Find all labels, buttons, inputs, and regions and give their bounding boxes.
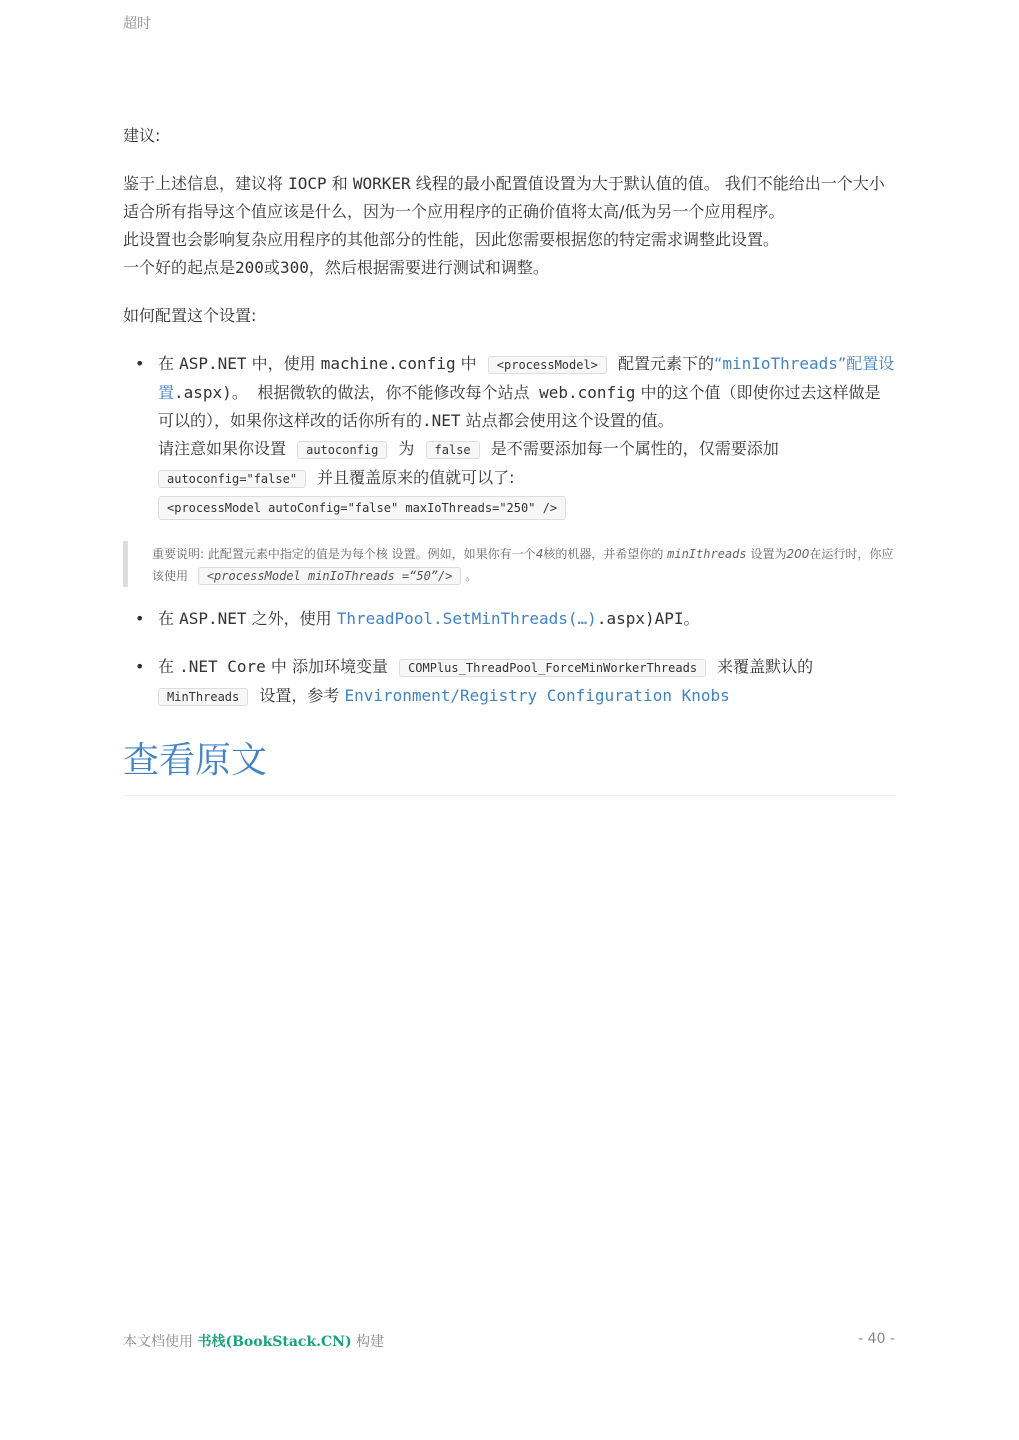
page-number: - 40 - — [858, 1331, 895, 1347]
env-variable-code: COMPlus_ThreadPool_ForceMinWorkerThreads — [399, 659, 706, 677]
process-model-example-code: <processModel autoConfig="false" maxIoThreads="250" /> — [158, 496, 566, 520]
machine-config-term: machine.config — [320, 354, 456, 373]
bookstack-link[interactable]: 书栈(BookStack.CN) — [197, 1334, 352, 1350]
howto-list-2 — [123, 605, 895, 633]
min-threads-code: MinThreads — [158, 688, 248, 706]
bullet-icon: • — [135, 609, 145, 628]
list-item: • 在 ASP.NET 之外，使用 ThreadPool.SetMinThreads(…).aspx)API。 — [123, 605, 895, 633]
howto-heading: 如何配置这个设置: — [123, 306, 257, 325]
recommendation-paragraph-1: 鉴于上述信息，建议将 IOCP 和 WORKER 线程的最小配置值设置为大于默认值的值。 我们不能给出一个大小适合所有指导这个值应该是什么，因为一个应用程序的正确价值将太高/低为另一个应用程序。 — [123, 174, 885, 221]
bullet-icon: • — [135, 354, 145, 373]
autoconfig-false-code: autoconfig="false" — [158, 470, 306, 488]
process-model-code: <processModel> — [488, 356, 607, 374]
config-knobs-link[interactable]: Environment/Registry Configuration Knobs — [344, 686, 730, 705]
iocp-term: IOCP — [288, 174, 327, 193]
view-original-link[interactable]: 查看原文 — [123, 737, 895, 796]
recommendation-heading: 建议: — [123, 126, 161, 145]
footer-credit: 本文档使用 书栈(BookStack.CN) 构建 — [123, 1334, 385, 1350]
recommendation-paragraph-2: 此设置也会影响复杂应用程序的其他部分的性能，因此您需要根据您的特定需求调整此设置。 — [123, 230, 780, 249]
article-body — [123, 122, 895, 796]
min-io-threads-link[interactable]: “minIoThreads”配置设置 — [158, 354, 895, 402]
min-io-threads-code: <processModel minIoThreads =“50”/> — [198, 567, 462, 585]
howto-list-3 — [123, 653, 895, 711]
bullet-icon: • — [135, 657, 145, 676]
list-item: • 在 .NET Core 中 添加环境变量 COMPlus_ThreadPool_ForceMinWorkerThreads 来覆盖默认的 MinThreads 设置，参考 Environment/Registry Configuration Knobs — [123, 653, 895, 711]
false-code: false — [426, 441, 480, 459]
important-note-quote: 重要说明: 此配置元素中指定的值是为每个核 设置。例如，如果你有一个4核的机器，并希望你的 minIthreads 设置为200在运行时，你应该使用 <processModel minIoThreads =“50”/> 。 — [123, 541, 895, 587]
howto-list — [123, 350, 895, 521]
recommendation-paragraph-3: 一个好的起点是200或300，然后根据需要进行测试和调整。 — [123, 258, 549, 277]
worker-term: WORKER — [352, 174, 411, 193]
autoconfig-code: autoconfig — [297, 441, 387, 459]
set-min-threads-link[interactable]: ThreadPool.SetMinThreads(…) — [336, 609, 597, 628]
running-header: 超时 — [123, 16, 151, 32]
list-item: • 在 ASP.NET 中，使用 machine.config 中 <processModel> 配置元素下的“minIoThreads”配置设置.aspx)。 根据微软的做法，你不能修改每个站点 web.config 中的这个值（即使你过去这样做是可以的），如果你这样改的话你所有的.NET 站点都会使用这个设置的值。 请注意如果你设置 autoconfig 为 false 是不需要添加每一个属性的，仅需要添加 autoconfig="false" 并且覆盖原来的值就可以了: <processModel autoConfig="false" maxIoThreads="250" /> — [123, 350, 895, 521]
web-config-term: web.config — [539, 383, 636, 402]
